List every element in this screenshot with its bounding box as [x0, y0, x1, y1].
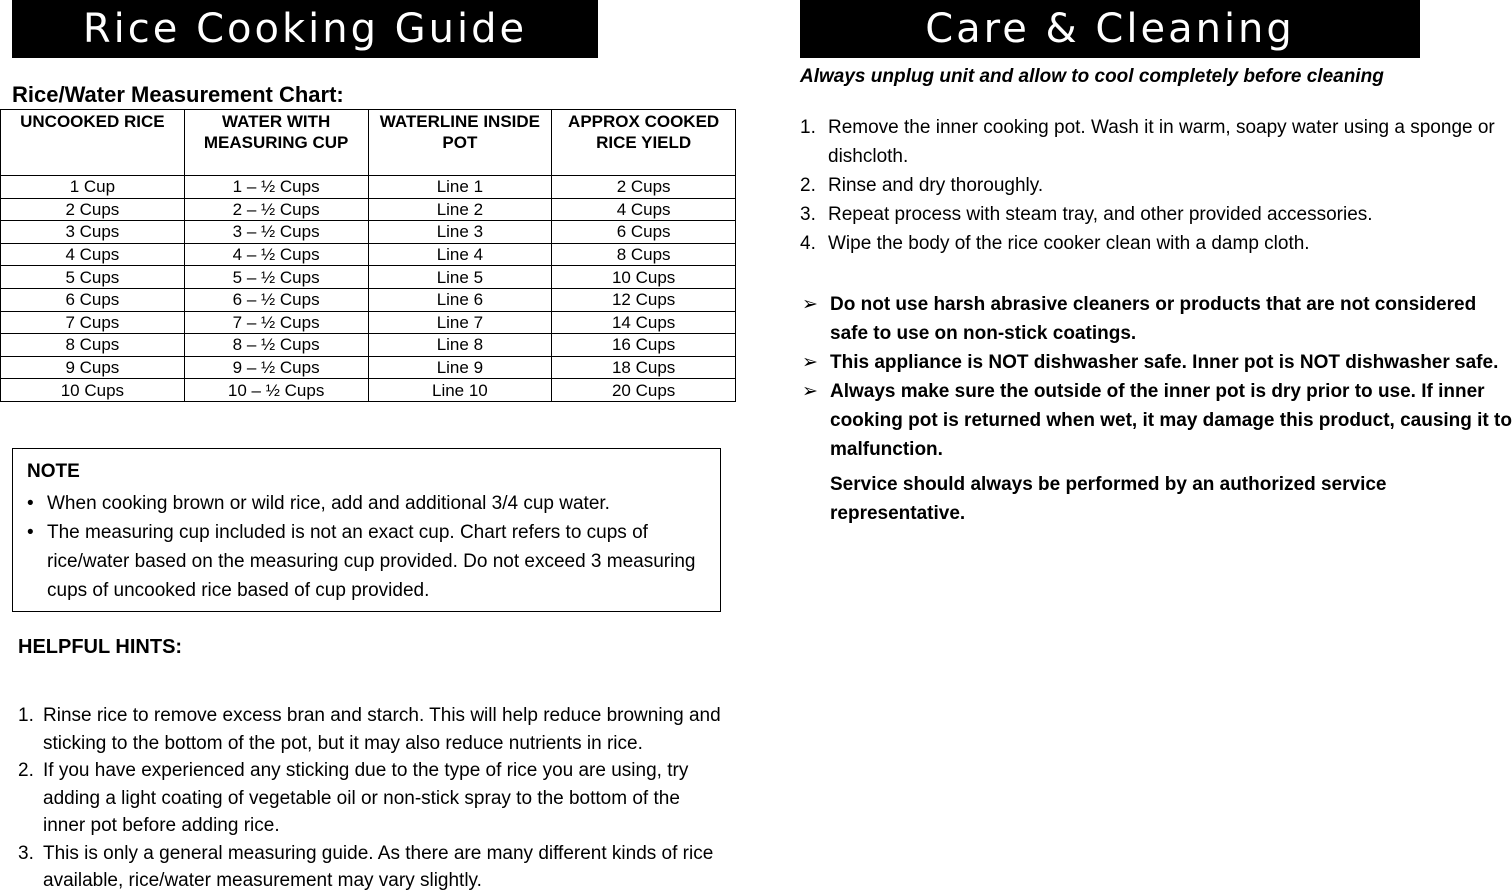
- cell-water: 5 – ½ Cups: [184, 266, 368, 289]
- item-number: 4.: [800, 233, 816, 254]
- note-box: [12, 448, 721, 612]
- cell-uncooked: 10 Cups: [1, 379, 185, 402]
- cell-yield: 18 Cups: [552, 356, 736, 379]
- cell-yield: 16 Cups: [552, 334, 736, 357]
- table-row: [1, 356, 736, 379]
- rice-cooking-guide-banner: Rice Cooking Guide: [12, 0, 598, 58]
- cell-yield: 12 Cups: [552, 288, 736, 311]
- list-item: [18, 757, 723, 840]
- warnings-list: [800, 290, 1512, 464]
- cell-water: 7 – ½ Cups: [184, 311, 368, 334]
- cell-waterline: Line 7: [368, 311, 552, 334]
- measurement-table: [0, 109, 736, 402]
- item-text: If you have experienced any sticking due to the type of rice you are using, try adding a light coating of vegetable oil or non-stick spray to the bottom of the inner pot before adding rice.: [43, 760, 689, 836]
- note-item-text: When cooking brown or wild rice, add and additional 3/4 cup water.: [47, 493, 610, 514]
- cell-water: 10 – ½ Cups: [184, 379, 368, 402]
- item-number: 2.: [800, 175, 816, 196]
- table-row: [1, 176, 736, 199]
- warning-text: Always make sure the outside of the inner pot is dry prior to use. If inner cooking pot is returned when wet, it may damage this product, causing it to malfunction.: [830, 381, 1512, 460]
- table-row: [1, 288, 736, 311]
- helpful-hints-list: [18, 702, 723, 895]
- warning-text: This appliance is NOT dishwasher safe. Inner pot is NOT dishwasher safe.: [830, 352, 1499, 373]
- table-row: [1, 198, 736, 221]
- cell-waterline: Line 8: [368, 334, 552, 357]
- item-number: 2.: [18, 760, 34, 781]
- warning-item: [800, 348, 1512, 377]
- item-text: This is only a general measuring guide. As there are many different kinds of rice available, rice/water measurement may vary slightly.: [43, 842, 714, 891]
- cell-water: 4 – ½ Cups: [184, 243, 368, 266]
- table-row: [1, 334, 736, 357]
- measurement-chart-heading: Rice/Water Measurement Chart:: [12, 82, 344, 107]
- note-item: [27, 518, 706, 605]
- cell-waterline: Line 9: [368, 356, 552, 379]
- table-row: [1, 379, 736, 402]
- table-row: [1, 266, 736, 289]
- item-text: Wipe the body of the rice cooker clean with a damp cloth.: [828, 233, 1310, 254]
- cell-water: 6 – ½ Cups: [184, 288, 368, 311]
- item-text: Rinse rice to remove excess bran and starch. This will help reduce browning and sticking to the bottom of the pot, but it may also reduce nutrients in rice.: [43, 705, 721, 754]
- note-title: NOTE: [27, 461, 80, 482]
- cell-yield: 10 Cups: [552, 266, 736, 289]
- bullet-icon: •: [27, 522, 34, 543]
- table-row: [1, 311, 736, 334]
- cell-waterline: Line 5: [368, 266, 552, 289]
- care-subtitle: Always unplug unit and allow to cool completely before cleaning: [800, 66, 1384, 87]
- care-cleaning-banner: Care & Cleaning: [800, 0, 1420, 58]
- cell-uncooked: 6 Cups: [1, 288, 185, 311]
- list-item: [800, 229, 1505, 258]
- cell-waterline: Line 2: [368, 198, 552, 221]
- cell-uncooked: 1 Cup: [1, 176, 185, 199]
- cell-yield: 6 Cups: [552, 221, 736, 244]
- cleaning-steps-list: [800, 113, 1505, 258]
- cell-yield: 8 Cups: [552, 243, 736, 266]
- cell-water: 3 – ½ Cups: [184, 221, 368, 244]
- cell-water: 9 – ½ Cups: [184, 356, 368, 379]
- cell-uncooked: 4 Cups: [1, 243, 185, 266]
- warning-item: [800, 377, 1512, 464]
- service-notice: Service should always be performed by an authorized service representative.: [830, 474, 1387, 524]
- item-number: 3.: [18, 842, 34, 864]
- cell-yield: 20 Cups: [552, 379, 736, 402]
- cell-uncooked: 3 Cups: [1, 221, 185, 244]
- list-item: [18, 840, 723, 895]
- item-number: 1.: [18, 705, 34, 726]
- header-uncooked-rice: UNCOOKED RICE: [1, 110, 185, 176]
- header-cooked-yield: APPROX COOKED RICE YIELD: [552, 110, 736, 176]
- item-text: Rinse and dry thoroughly.: [828, 175, 1044, 196]
- cell-waterline: Line 1: [368, 176, 552, 199]
- arrow-bullet-icon: ➢: [802, 352, 818, 373]
- note-item: [27, 489, 706, 518]
- table-row: [1, 221, 736, 244]
- cell-water: 8 – ½ Cups: [184, 334, 368, 357]
- list-item: [18, 702, 723, 757]
- cell-water: 2 – ½ Cups: [184, 198, 368, 221]
- cell-yield: 4 Cups: [552, 198, 736, 221]
- cell-uncooked: 9 Cups: [1, 356, 185, 379]
- note-item-text: The measuring cup included is not an exact cup. Chart refers to cups of rice/water based on the measuring cup provided. Do not exceed 3 measuring cups of uncooked rice based of cup provided.: [47, 522, 696, 601]
- cell-uncooked: 2 Cups: [1, 198, 185, 221]
- helpful-hints-title: HELPFUL HINTS:: [18, 636, 183, 658]
- warning-text: Do not use harsh abrasive cleaners or products that are not considered safe to use on non-stick coatings.: [830, 294, 1477, 344]
- header-waterline: WATERLINE INSIDE POT: [368, 110, 552, 176]
- warning-item: [800, 290, 1512, 348]
- arrow-bullet-icon: ➢: [802, 294, 818, 315]
- cell-water: 1 – ½ Cups: [184, 176, 368, 199]
- list-item: [800, 200, 1505, 229]
- item-text: Repeat process with steam tray, and other provided accessories.: [828, 204, 1373, 225]
- table-header-row: [1, 110, 736, 176]
- cell-waterline: Line 4: [368, 243, 552, 266]
- item-text: Remove the inner cooking pot. Wash it in warm, soapy water using a sponge or dishcloth.: [828, 117, 1495, 167]
- cell-waterline: Line 3: [368, 221, 552, 244]
- header-water-measuring-cup: WATER WITH MEASURING CUP: [184, 110, 368, 176]
- cell-uncooked: 8 Cups: [1, 334, 185, 357]
- cell-yield: 2 Cups: [552, 176, 736, 199]
- arrow-bullet-icon: ➢: [802, 381, 818, 402]
- cell-waterline: Line 6: [368, 288, 552, 311]
- cell-yield: 14 Cups: [552, 311, 736, 334]
- item-number: 3.: [800, 204, 816, 225]
- list-item: [800, 171, 1505, 200]
- cell-waterline: Line 10: [368, 379, 552, 402]
- bullet-icon: •: [27, 493, 34, 514]
- cell-uncooked: 5 Cups: [1, 266, 185, 289]
- cell-uncooked: 7 Cups: [1, 311, 185, 334]
- table-row: [1, 243, 736, 266]
- item-number: 1.: [800, 117, 816, 138]
- list-item: [800, 113, 1505, 171]
